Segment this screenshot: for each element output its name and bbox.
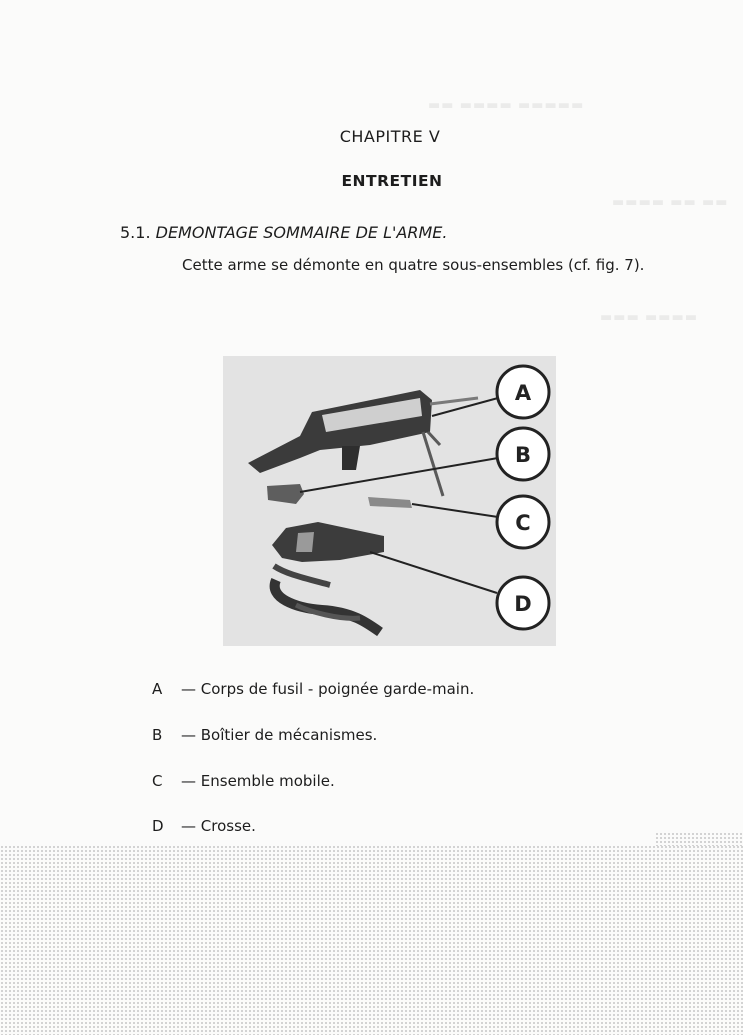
legend-text: — Ensemble mobile.	[181, 772, 335, 790]
chapter-heading: CHAPITRE V	[339, 127, 441, 146]
bleed-through-text: ▬▬▬▬ ▬▬ ▬▬	[612, 195, 729, 210]
legend-item-a	[152, 680, 474, 698]
legend-item-b	[152, 726, 377, 744]
legend-key: D	[152, 817, 164, 835]
callout-label-d: D	[514, 592, 532, 616]
legend-text: — Corps de fusil - poignée garde-main.	[181, 680, 475, 698]
legend-key: C	[152, 772, 163, 790]
callout-label-a: A	[514, 381, 532, 405]
body-paragraph: Cette arme se démonte en quatre sous-ensembles (cf. fig. 7).	[182, 256, 645, 274]
section-title: DEMONTAGE SOMMAIRE DE L'ARME.	[155, 223, 448, 242]
legend-key: B	[152, 726, 163, 744]
chapter-title: ENTRETIEN	[341, 172, 443, 190]
scan-dither-area	[0, 845, 743, 1035]
rifle-parts-photo	[248, 390, 478, 632]
scan-dither-area	[655, 832, 743, 846]
callout-label-b: B	[514, 443, 532, 467]
callout-marker-d	[497, 577, 549, 629]
legend-text: — Crosse.	[181, 817, 256, 835]
bleed-through-text: ▬▬▬ ▬▬▬▬	[600, 310, 699, 325]
callout-marker-c	[497, 496, 549, 548]
legend-text: — Boîtier de mécanismes.	[181, 726, 378, 744]
callout-marker-b	[497, 428, 549, 480]
callout-marker-a	[497, 366, 549, 418]
section-number: 5.1.	[120, 223, 151, 242]
legend-key: A	[152, 680, 163, 698]
bleed-through-text: ▬▬ ▬▬▬▬ ▬▬▬▬▬	[428, 98, 585, 113]
callout-label-c: C	[515, 511, 531, 535]
legend-item-d	[152, 817, 256, 835]
legend-item-c	[152, 772, 335, 790]
